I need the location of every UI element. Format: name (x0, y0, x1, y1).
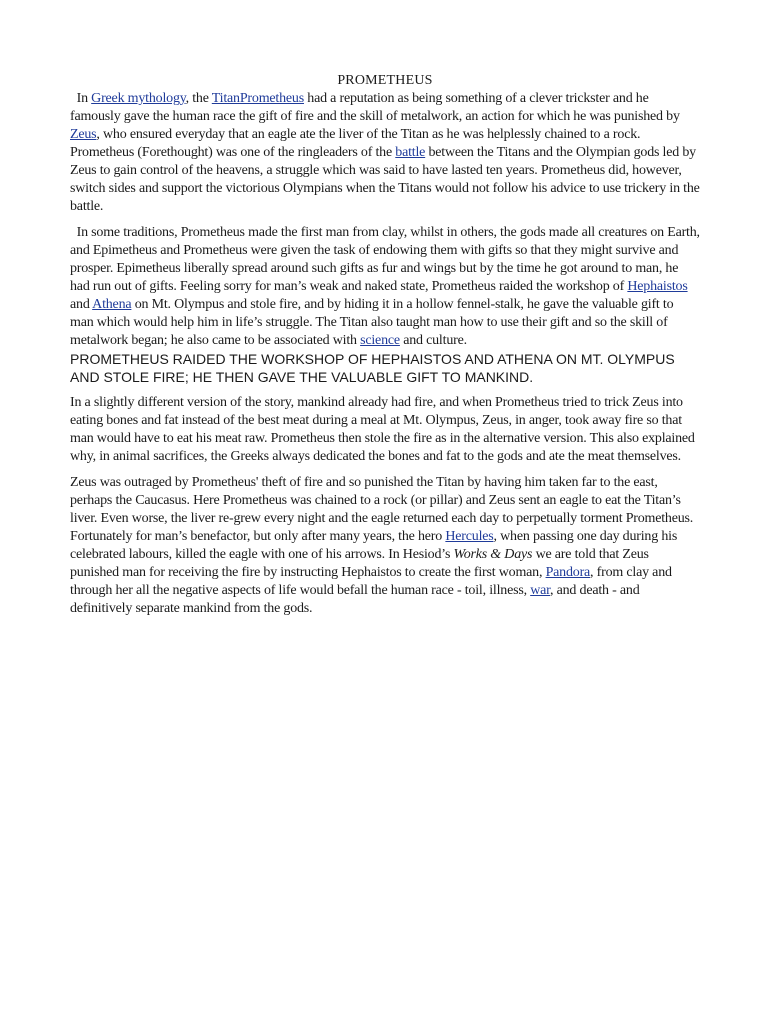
link-greek-mythology[interactable]: Greek mythology (91, 91, 186, 106)
text-run: on Mt. Olympus and stole fire, and by hiding it in a hollow fennel-stalk, he gave the valuable gift to man which would help him in life’s struggle. The Titan also taught man how to use their gift and so the skill of metalwork began; he also came to be associated with (70, 297, 674, 348)
link-hercules[interactable]: Hercules (445, 529, 494, 544)
link-hephaistos[interactable]: Hephaistos (627, 279, 688, 294)
paragraph-alternate-version: In a slightly different version of the story, mankind already had fire, and when Prometheus tried to trick Zeus into eating bones and fat instead of the best meat during a meal at Mt. Olympus, Zeus, in anger, took away fire so that man would have to eat his meat raw. Prometheus then stole the fire as in the alternative version. This also explained why, in animal sacrifices, the Greeks always dedicated the bones and fat to the gods and ate the meat themselves. (70, 395, 695, 464)
text-run: and culture. (399, 333, 467, 348)
text-run: and (70, 297, 93, 312)
link-titan-prometheus[interactable]: TitanPrometheus (211, 91, 304, 106)
text-run: In (76, 91, 92, 106)
paragraph-punishment (70, 474, 700, 618)
link-battle[interactable]: battle (395, 145, 426, 160)
text-run: , from clay and through her all the negative aspects of life would befall the human race - toil, illness, (70, 565, 672, 598)
text-run: Prometheus (Forethought) was one of the ringleaders of the (70, 145, 396, 160)
link-war[interactable]: war (530, 583, 551, 598)
text-run: , the (185, 91, 212, 106)
paragraph-intro (70, 90, 700, 144)
text-run: between the Titans and the Olympian gods led by Zeus to gain control of the heavens, a struggle which was said to have lasted ten years. Prometheus did, however, switch sides and support the victorious Olympians when the Titans would not follow his advice to use trickery in the battle. (70, 145, 700, 214)
text-run: had a reputation as being something of a clever trickster and he famously gave the human race the gift of fire and the skill of metalwork, an action for which he was punished by (70, 91, 680, 124)
link-pandora[interactable]: Pandora (545, 565, 591, 580)
link-athena[interactable]: Athena (92, 297, 132, 312)
text-run: , when passing one day during his celebrated labours, killed the eagle with one of his arrows. In Hesiod’s (70, 529, 678, 562)
paragraph-traditions (70, 224, 700, 350)
text-run: In some traditions, Prometheus made the first man from clay, whilst in others, the gods made all creatures on Earth, and Epimetheus and Prometheus were given the task of endowing them with gifts so that they might survive and prosper. Epimetheus liberally spread around such gifts as fur and wings but by the time he got around to man, he had run out of gifts. Feeling sorry for man’s weak and naked state, Prometheus raided the workshop of (70, 225, 700, 294)
paragraph-battle (70, 144, 700, 216)
text-run: Zeus was outraged by Prometheus' theft of fire and so punished the Titan by having him taken far to the east, perhaps the Caucasus. Here Prometheus was chained to a rock (or pillar) and Zeus sent an eagle to eat the Titan’s liver. Even worse, the liver re-grew every night and the eagle returned each day to perpetually torment Prometheus. Fortunately for man’s benefactor, but only after many years, the hero (70, 475, 694, 544)
book-title-works-and-days: Works & Days (453, 547, 533, 562)
text-run: , who ensured everyday that an eagle ate the liver of the Titan as he was helplessly chained to a rock. (96, 127, 641, 142)
document-title: PROMETHEUS (337, 73, 433, 88)
pull-quote: PROMETHEUS RAIDED THE WORKSHOP OF HEPHAISTOS AND ATHENA ON MT. OLYMPUS AND STOLE FIRE; HE THEN GAVE THE VALUABLE GIFT TO MANKIND. (70, 351, 675, 385)
link-science[interactable]: science (360, 333, 400, 348)
text-run: we are told that Zeus punished man for receiving the fire by instructing Hephaistos to create the first woman, (70, 547, 649, 580)
link-zeus[interactable]: Zeus (70, 127, 97, 142)
text-run: , and death - and definitively separate mankind from the gods. (70, 583, 640, 616)
